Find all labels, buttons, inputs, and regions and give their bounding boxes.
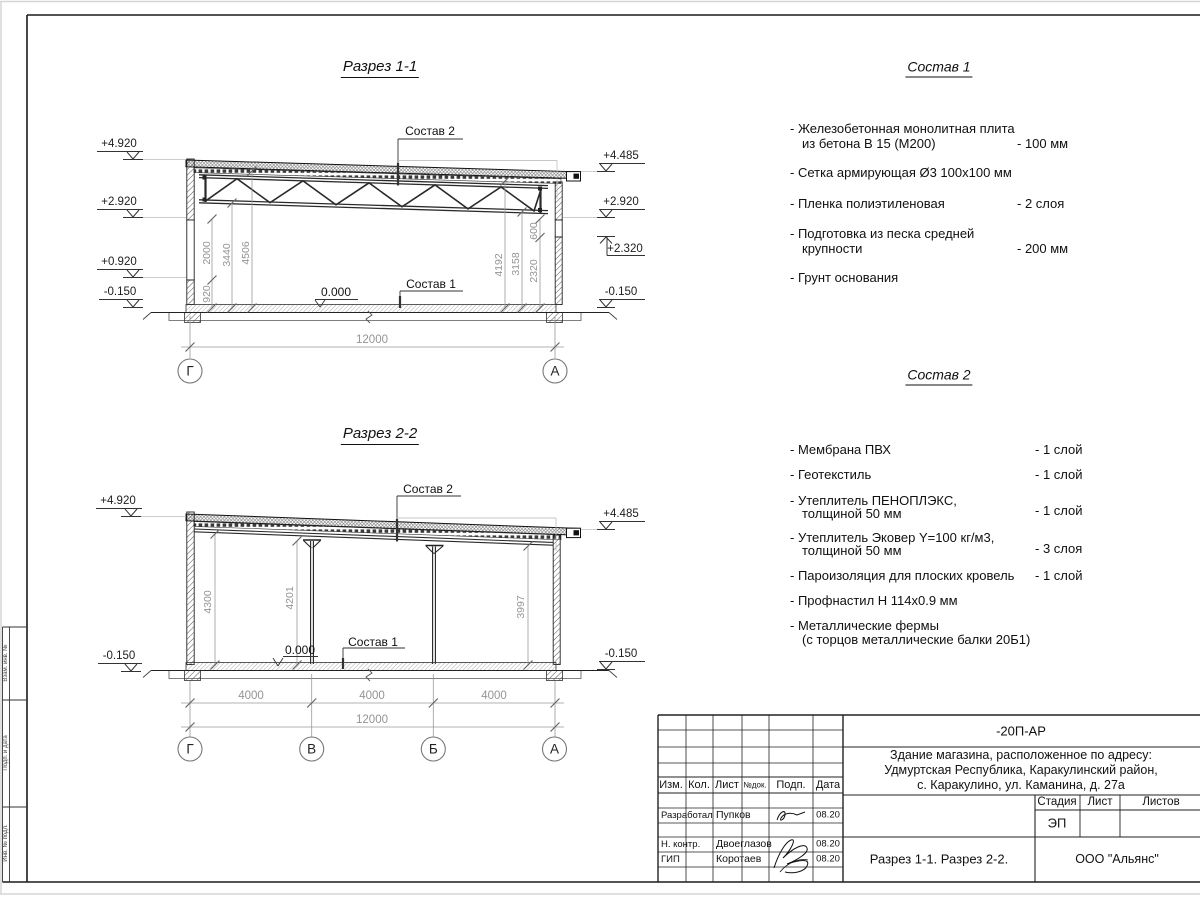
zero-level-label: 0.000 [284,643,316,657]
elevation-label: +4.920 [101,138,137,150]
stamp-col-header: Дата [815,779,841,791]
list-item: (с торцов металлические балки 20Б1) [802,632,1031,647]
list-item-value: - 100 мм [1017,136,1069,151]
vertical-dim: 4300 [202,590,214,614]
list-item: - Подготовка из песка средней [790,226,975,241]
list-item: толщиной 50 мм [802,506,902,521]
total-dim: 12000 [356,334,388,346]
drawing-title: Разрез 1-1. Разрез 2-2. [869,851,1009,867]
list-item: - Утеплитель Эковер Y=100 кг/м3, [790,530,995,545]
stamp-role: Н. контр. [661,839,701,850]
side-stamp-label: Инв. № подл. [3,824,9,862]
stamp-date: 08.20 [816,853,840,865]
span-dim: 4000 [481,690,507,702]
document-code: -20П-АР [996,723,1046,739]
axis-letter: Б [428,741,438,757]
list-item: толщиной 50 мм [802,543,902,558]
stamp-col-header: Подп. [776,779,806,791]
section-2-2-title: Разрез 2-2 [341,425,419,445]
list-item: крупности [802,241,863,256]
dims-1-1 [181,171,564,358]
elevation-label: -0.150 [604,648,638,660]
elevation-label: -0.150 [102,650,136,662]
list-item-value: - 2 слоя [1017,196,1065,211]
stage-header: Стадия [1037,796,1077,808]
elevation-label: +2.920 [603,196,639,208]
elevation-label: +4.920 [100,495,136,507]
stamp-role: ГИП [661,854,680,865]
company-name: ООО "Альянс" [1075,852,1159,866]
stamp-name: Пупков [716,809,751,821]
list-item-value: - 3 слоя [1035,541,1083,556]
vertical-dim: 4192 [493,253,505,277]
side-stamp-label: Взам. инв. № [3,644,9,682]
list-item: - Пароизоляция для плоских кровель [790,568,1015,583]
project-address-line: с. Каракулино, ул. Каманина, д. 27а [917,778,1125,792]
list-item-value: - 1 слой [1035,442,1083,457]
list-item: - Пленка полиэтиленовая [790,196,945,211]
vertical-dim: 4201 [284,586,296,610]
elevation-label: +0.920 [101,256,137,268]
leader-label-sostav2: Состав 2 [405,124,455,138]
axis-letter: Г [186,741,194,757]
vertical-dim: 3997 [515,595,527,619]
leader-label-sostav1: Состав 1 [348,635,398,649]
sheet-header: Лист [1087,796,1113,808]
stage-value: ЭП [1047,815,1067,831]
list-item: - Профнастил Н 114х0.9 мм [790,593,958,608]
vertical-dim: 3158 [510,252,522,276]
zero-level-label: 0.000 [320,285,352,299]
sostav1-title: Состав 1 [905,59,972,78]
sheets-header: Листов [1142,796,1180,808]
elevation-label: -0.150 [103,286,137,298]
list-item-value: - 1 слой [1035,467,1083,482]
elevation-label: +4.485 [603,508,639,520]
elevation-label: +4.485 [603,150,639,162]
list-item-value: - 200 мм [1017,241,1069,256]
vertical-dim: 920 [201,285,213,303]
sostav2-title: Состав 2 [905,367,972,386]
floor-1-1 [143,305,617,324]
stamp-date: 08.20 [816,809,840,821]
span-dim: 4000 [238,690,264,702]
stamp-col-header: Кол. [688,779,710,791]
span-dim: 4000 [359,690,385,702]
leader-label-sostav1: Состав 1 [406,277,456,291]
list-item: - Геотекстиль [790,467,872,482]
project-address-line: Удмуртская Республика, Каракулинский район, [884,763,1158,777]
vertical-dim: 600 [528,222,540,240]
signatures [774,812,808,873]
stamp-col-header: Изм. [659,779,683,791]
stamp-date: 08.20 [816,838,840,850]
axis-circles-1-1 [178,359,567,383]
axis-letter: А [550,363,560,379]
side-stamp-label: Подп. и дата [3,735,9,771]
list-item: - Железобетонная монолитная плита [790,121,1015,136]
stamp-name: Коротаев [716,853,762,865]
elevation-label: -0.150 [604,286,638,298]
list-item: - Сетка армирующая Ø3 100х100 мм [790,165,1012,180]
leader-label-sostav2: Состав 2 [403,482,453,496]
axis-letter: В [307,741,317,757]
list-item: - Мембрана ПВХ [790,442,891,457]
list-item-value: - 1 слой [1035,568,1083,583]
stamp-name: Двоеглазов [716,838,772,850]
total-dim: 12000 [356,714,388,726]
list-item-value: - 1 слой [1035,503,1083,518]
project-address-line: Здание магазина, расположенное по адресу: [890,748,1152,762]
list-item: - Металлические фермы [790,618,939,633]
section-1-1-title: Разрез 1-1 [341,58,419,78]
vertical-dim: 3440 [221,243,233,267]
section-1-1-drawing [97,139,645,383]
list-item: - Грунт основания [790,270,899,285]
list-item: - Утеплитель ПЕНОПЛЭКС, [790,493,957,508]
vertical-dim: 4506 [240,241,252,265]
vertical-dim: 2000 [201,241,213,265]
axis-letter: Г [186,363,194,379]
stamp-role: Разработал [661,810,713,821]
axis-circles-2-2 [178,737,567,761]
elevation-label: +2.320 [607,243,643,255]
list-item: из бетона В 15 (М200) [802,136,936,151]
axis-letter: А [549,741,560,757]
stamp-col-header: Лист [715,779,739,791]
stamp-col-header: №док. [743,780,767,790]
elevation-label: +2.920 [101,196,137,208]
vertical-dim: 2320 [528,259,540,283]
